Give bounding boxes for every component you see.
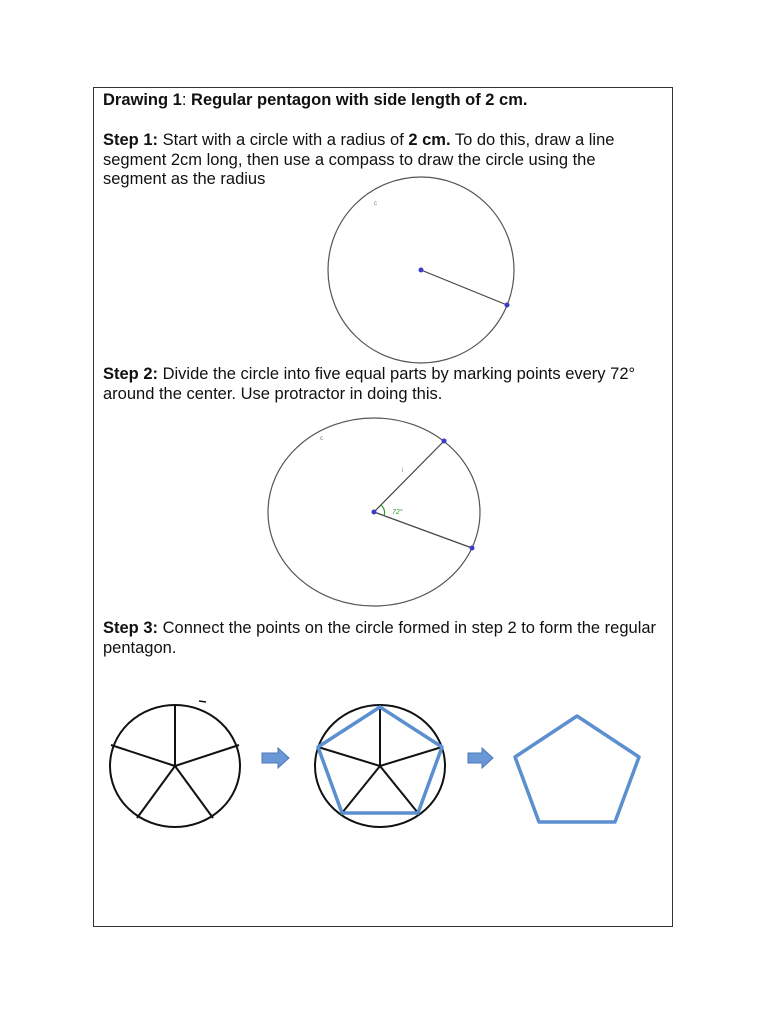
step-3-text: Connect the points on the circle formed in step 2 to form the regular pentagon. (103, 619, 657, 657)
spoke-bottom-left-2 (342, 766, 380, 813)
step-1-label: Step 1: (103, 131, 159, 149)
radius-segment (421, 270, 507, 305)
radius-mark: i (402, 468, 404, 474)
radius-line-b (374, 512, 472, 548)
drawing-title-text: Regular pentagon with side length of 2 cm. (191, 91, 528, 109)
circle-1-mark: c (374, 201, 377, 207)
step-1-figure (300, 177, 514, 363)
stray-mark (199, 701, 206, 702)
spoke-left (111, 745, 175, 766)
arrow-right-icon-2 (468, 748, 493, 768)
circle-with-pentagon (315, 705, 445, 827)
arrow-right-icon (262, 748, 289, 768)
center-point (419, 268, 424, 273)
spoke-bottom-right-2 (380, 766, 418, 813)
step-2-text: Divide the circle into five equal parts by marking points every 72° around the center. Use protractor in doing this. (103, 365, 636, 403)
regular-pentagon (515, 716, 639, 822)
spoke-left-2 (318, 747, 380, 766)
spoke-right-2 (380, 747, 442, 766)
spoke-bottom-right (175, 766, 213, 818)
angle-label: 72° (392, 509, 403, 516)
step-2-label: Step 2: (103, 365, 159, 383)
step-1-text-a: Start with a circle with a radius of (158, 131, 409, 149)
radius-line-a (374, 441, 444, 512)
circle-2-mark: c (320, 436, 323, 442)
center-point-2 (372, 510, 377, 515)
drawing-separator: : (181, 91, 192, 109)
step-3-figures (110, 701, 639, 827)
drawing-label: Drawing 1 (103, 91, 182, 109)
step-2-figure (268, 418, 480, 606)
radius-endpoint (505, 303, 510, 308)
text-overlap-mask (300, 183, 310, 193)
step-3-label: Step 3: (103, 619, 159, 637)
mark-point-b (470, 546, 475, 551)
mark-point-a (442, 439, 447, 444)
step-1-text-b: To do this, draw a line segment 2cm long, then use a compass to draw the circle using the segment as the radius (103, 131, 615, 188)
spoke-bottom-left (137, 766, 175, 818)
spoke-right (175, 745, 239, 766)
step-1-radius-value: 2 cm. (408, 131, 451, 149)
divided-circle (110, 701, 240, 827)
